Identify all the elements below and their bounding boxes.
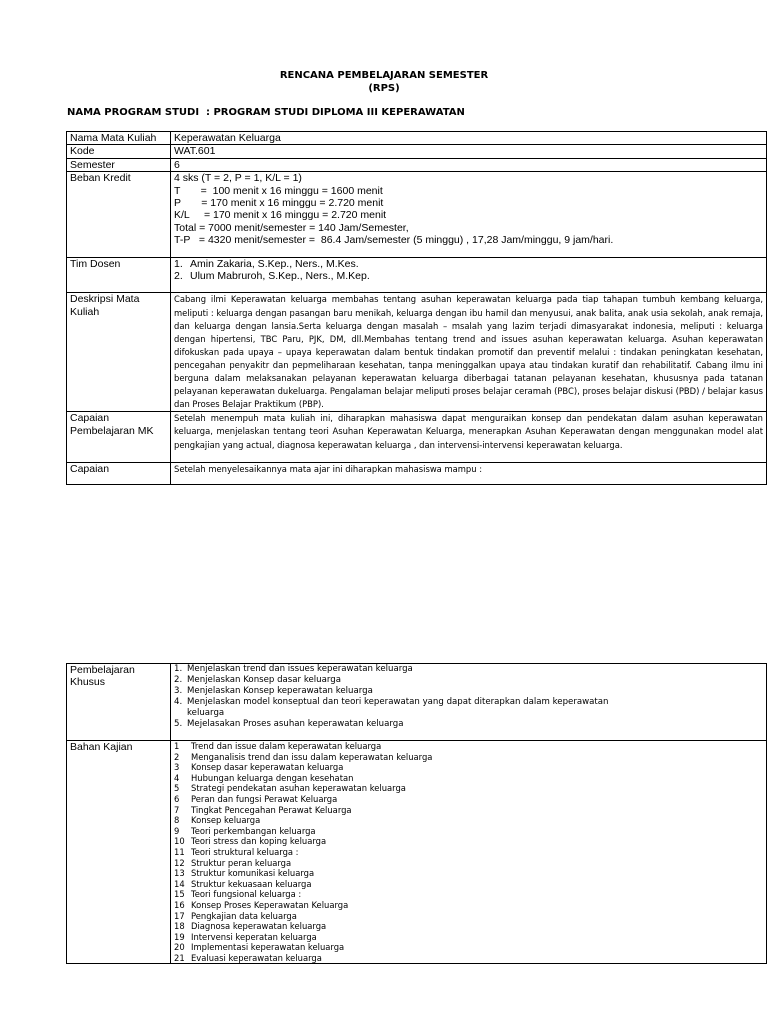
list-item	[174, 921, 763, 932]
item-number: 10	[174, 836, 185, 847]
item-number: 18	[174, 921, 185, 932]
list-item	[174, 900, 763, 911]
list-item	[174, 911, 763, 922]
item-number: 5	[174, 783, 180, 794]
item-number: 16	[174, 899, 185, 910]
item-text: Mejelasakan Proses asuhan keperawatan keluarga	[187, 719, 404, 729]
value-kode: WAT.601	[171, 145, 767, 158]
item-text: Struktur komunikasi keluarga	[191, 868, 315, 879]
beban-line: K/L = 170 menit x 16 minggu = 2.720 menit	[174, 209, 387, 222]
item-number: 9	[174, 825, 180, 836]
label-capaian-mk: Capaian Pembelajaran MK	[67, 412, 171, 462]
item-number: 14	[174, 878, 185, 889]
list-item	[174, 847, 763, 858]
item-text: Peran dan fungsi Perawat Keluarga	[191, 793, 338, 804]
label-semester: Semester	[67, 158, 171, 171]
value-capaian: Setelah menyelesaikannya mata ajar ini diharapkan mahasiswa mampu :	[171, 462, 767, 484]
item-text: Konsep Proses Keperawatan Keluarga	[191, 899, 349, 910]
value-semester: 6	[171, 158, 767, 171]
label-pembelajaran-khusus: Pembelajaran Khusus	[67, 664, 171, 741]
list-item	[174, 664, 763, 675]
item-text: Teori struktural keluarga :	[191, 846, 299, 857]
beban-line: T = 100 menit x 16 minggu = 1600 menit	[174, 184, 383, 197]
beban-line: P = 170 menit x 16 minggu = 2.720 menit	[174, 197, 384, 210]
item-text: Konsep keluarga	[191, 815, 261, 826]
list-item	[174, 741, 763, 752]
list-item	[174, 805, 763, 816]
list-item	[174, 675, 763, 686]
item-number: 3.	[174, 686, 183, 696]
item-text: Menjelaskan Konsep keperawatan keluarga	[187, 686, 373, 696]
item-number: 7	[174, 804, 180, 815]
item-text: Intervensi keperatan keluarga	[191, 931, 317, 942]
list-item	[174, 686, 763, 697]
course-table	[66, 131, 767, 485]
item-text: Pengkajian data keluarga	[191, 910, 297, 921]
row-tim-dosen	[67, 257, 767, 293]
row-capaian	[67, 462, 767, 484]
beban-line: T-P = 4320 menit/semester = 86.4 Jam/semester (5 minggu) , 17,28 Jam/minggu, 9 jam/hari.	[174, 234, 614, 247]
row-mata-kuliah	[67, 132, 767, 145]
list-item	[174, 879, 763, 890]
document-subtitle: (RPS)	[368, 83, 400, 94]
item-number: 20	[174, 942, 185, 953]
item-text: Diagnosa keperawatan keluarga	[191, 921, 327, 932]
document-title: RENCANA PEMBELAJARAN SEMESTER	[279, 70, 489, 81]
item-number: 3	[174, 762, 180, 773]
item-text: Evaluasi keperawatan keluarga	[191, 952, 322, 963]
list-item	[174, 762, 763, 773]
program-value: : PROGRAM STUDI DIPLOMA III KEPERAWATAN	[206, 107, 465, 118]
list-item	[174, 826, 763, 837]
list-item	[174, 953, 763, 964]
list-item	[174, 719, 763, 730]
beban-line: Total = 7000 menit/semester = 140 Jam/Semester,	[174, 221, 409, 234]
item-text: Amin Zakaria, S.Kep., Ners., M.Kes.	[190, 257, 359, 270]
item-number: 2.	[174, 675, 183, 685]
list-item	[174, 270, 763, 282]
row-deskripsi	[67, 293, 767, 412]
list-item	[174, 783, 763, 794]
item-text: Teori fungsional keluarga :	[191, 889, 302, 900]
item-text: Konsep dasar keperawatan keluarga	[191, 762, 344, 773]
list-item	[174, 942, 763, 953]
item-number: 19	[174, 931, 185, 942]
item-number: 2.	[174, 270, 183, 283]
item-text: Tingkat Pencegahan Perawat Keluarga	[191, 804, 352, 815]
list-item	[174, 794, 763, 805]
item-text: Trend dan issue dalam keperawatan keluarga	[191, 741, 382, 751]
program-label: NAMA PROGRAM STUDI	[67, 107, 200, 118]
list-item	[174, 836, 763, 847]
item-number: 2	[174, 751, 180, 762]
row-kode	[67, 145, 767, 158]
item-number: 8	[174, 815, 180, 826]
item-text: Menjelaskan Konsep dasar keluarga	[187, 675, 341, 685]
value-deskripsi: Cabang ilmi Keperawatan keluarga membahas tentang asuhan keperawatan keluarga pada tiap tahapan tumbuh kembang keluarga, meliputi : keluarga dengan pasangan baru menikah, keluarga dengan ibu hamil dan menyusui, anak balita, anak usia sekolah, anak remaja, dan keluarga dengan lansia.Serta keluarga dengan masalah – msalah yang lazim terjadi dimasyarakat indonesia, meliputi : keluarga dengan hipertensi, TBC Paru, PJK, DM, dll.Membahas tentang trend and issues asuhan keperawatan keluarga. Asuhan keperawatan difokuskan pada upaya – upaya keperawatan dalam bentuk tindakan promotif dan preventif melalui : tindakan peningkatan kesehatan, pencegahan penyakitr dan pepmeliharaan kesehatan, tanpa meninggalkan upaya atau tindakan kuratif dan rehabilitatif. Cabang ilmu ini berguna dalam melaksanakan pelayanan keperawatan keluarga diberbagai tatanan pelayanan kesehatan, khususnya pada tatanan pelayanan keperawatan dukeluarga. Pengalaman belajar meliputi proses belajar ceramah (PBC), proses belajar diskusi (PBD) / belajar kasus dan Proses Belajar Praktikum (PBP).	[171, 293, 767, 412]
label-kode: Kode	[67, 145, 171, 158]
item-number: 21	[174, 952, 185, 963]
item-number: 4.	[174, 697, 183, 707]
item-number: 6	[174, 793, 180, 804]
item-text: Hubungan keluarga dengan kesehatan	[191, 772, 354, 783]
item-number: 17	[174, 910, 185, 921]
item-number: 15	[174, 889, 185, 900]
list-item	[174, 815, 763, 826]
row-pembelajaran-khusus	[67, 664, 767, 741]
row-capaian-mk	[67, 412, 767, 462]
item-text: Struktur peran keluarga	[191, 857, 292, 868]
label-tim-dosen: Tim Dosen	[67, 257, 171, 293]
label-beban-kredit: Beban Kredit	[67, 172, 171, 257]
item-text: Menganalisis trend dan issu dalam keperawatan keluarga	[191, 751, 433, 762]
item-text: Struktur kekuasaan keluarga	[191, 878, 312, 889]
item-text: Teori perkembangan keluarga	[191, 825, 316, 836]
item-text: Implementasi keperawatan keluarga	[191, 942, 345, 953]
row-bahan-kajian	[67, 741, 767, 964]
item-number: 11	[174, 846, 185, 857]
list-item	[174, 697, 763, 719]
item-number: 13	[174, 868, 185, 879]
label-capaian: Capaian	[67, 462, 171, 484]
program-study	[67, 107, 465, 118]
list-item	[174, 858, 763, 869]
label-bahan-kajian: Bahan Kajian	[67, 741, 171, 964]
item-text: Menjelaskan trend dan issues keperawatan keluarga	[187, 664, 413, 674]
learning-table	[66, 663, 767, 964]
value-tim-dosen	[171, 257, 767, 293]
list-item	[174, 752, 763, 763]
label-deskripsi: Deskripsi Mata Kuliah	[67, 293, 171, 412]
item-number: 1	[174, 741, 180, 751]
item-number: 1.	[174, 257, 183, 270]
item-text: Ulum Mabruroh, S.Kep., Ners., M.Kep.	[190, 270, 370, 283]
item-number: 1.	[174, 664, 183, 674]
label-mata-kuliah: Nama Mata Kuliah	[67, 132, 171, 145]
list-item	[174, 773, 763, 784]
value-pembelajaran-khusus	[171, 664, 767, 741]
list-item	[174, 889, 763, 900]
value-bahan-kajian	[171, 741, 767, 964]
list-item	[174, 258, 763, 270]
row-beban-kredit	[67, 172, 767, 257]
value-capaian-mk: Setelah menempuh mata kuliah ini, diharapkan mahasiswa dapat menguraikan konsep dan pendekatan dalam asuhan keperawatan keluarga, menjelaskan tentang teori Asuhan Keperawatan Keluarga, menerapkan Asuhan Keperawatan dengan menggunakan model alat pengkajian yang actual, diagnosa keperawatan keluarga , dan intervensi-intervensi keperawatan keluarga.	[171, 412, 767, 462]
beban-line: 4 sks (T = 2, P = 1, K/L = 1)	[174, 172, 302, 185]
item-number: 12	[174, 857, 185, 868]
value-mata-kuliah: Keperawatan Keluarga	[171, 132, 767, 145]
item-text: Strategi pendekatan asuhan keperawatan keluarga	[191, 783, 406, 794]
list-item	[174, 868, 763, 879]
item-text: Menjelaskan model konseptual dan teori keperawatan yang dapat diterapkan dalam keperawatan keluarga	[187, 697, 609, 718]
item-number: 5.	[174, 719, 183, 729]
row-semester	[67, 158, 767, 171]
value-beban-kredit	[171, 172, 767, 257]
item-text: Teori stress dan koping keluarga	[191, 836, 327, 847]
item-number: 4	[174, 772, 180, 783]
list-item	[174, 932, 763, 943]
